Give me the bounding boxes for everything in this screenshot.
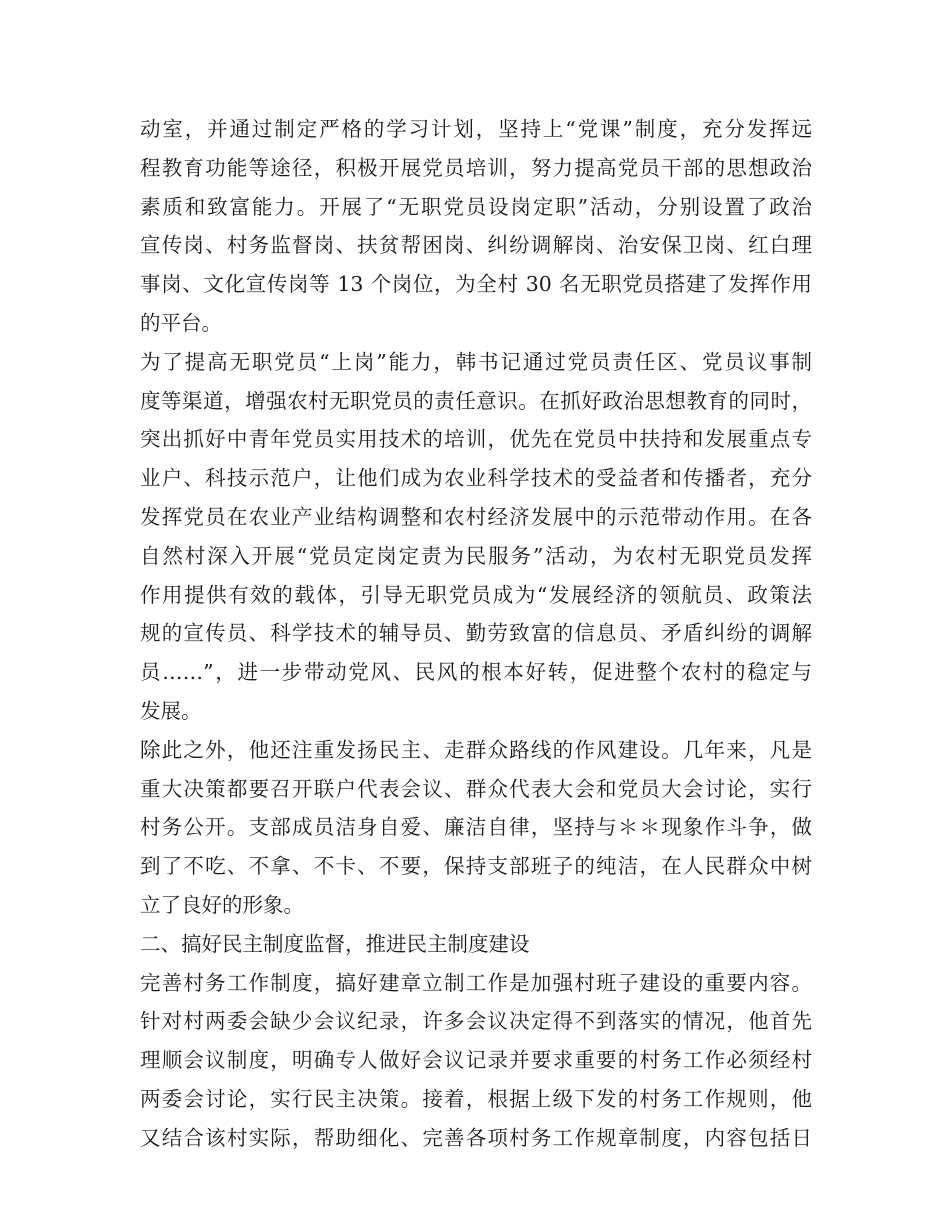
text-line: 理顺会议制度，明确专人做好会议记录并要求重要的村务工作必须经村 xyxy=(140,1048,812,1073)
text-line: 突出抓好中青年党员实用技术的培训，优先在党员中扶持和发展重点专 xyxy=(140,427,812,452)
text-line: 作用提供有效的载体，引导无职党员成为“发展经济的领航员、政策法 xyxy=(140,582,812,607)
text-line: 针对村两委会缺少会议纪录，许多会议决定得不到落实的情况，他首先 xyxy=(140,1009,812,1034)
text-line: 业户、科技示范户，让他们成为农业科学技术的受益者和传播者，充分 xyxy=(140,466,812,491)
text-line: 素质和致富能力。开展了“无职党员设岗定职”活动，分别设置了政治 xyxy=(140,194,812,219)
text-line: 规的宣传员、科学技术的辅导员、勤劳致富的信息员、矛盾纠纷的调解 xyxy=(140,621,812,646)
text-line: 度等渠道，增强农村无职党员的责任意识。在抓好政治思想教育的同时， xyxy=(140,388,812,413)
text-line: 除此之外，他还注重发扬民主、走群众路线的作风建设。几年来，凡是 xyxy=(140,737,812,762)
text-line: 的平台。 xyxy=(140,310,222,335)
document-body xyxy=(140,110,812,1158)
text-line: 发展。 xyxy=(140,698,202,723)
text-line: 二、搞好民主制度监督，推进民主制度建设 xyxy=(140,931,530,956)
text-line: 到了不吃、不拿、不卡、不要，保持支部班子的纯洁，在人民群众中树 xyxy=(140,854,812,879)
text-line: 员……”，进一步带动党风、民风的根本好转，促进整个农村的稳定与 xyxy=(140,660,812,685)
text-line: 动室，并通过制定严格的学习计划，坚持上“党课”制度，充分发挥远 xyxy=(140,117,812,141)
text-line: 立了良好的形象。 xyxy=(140,892,304,917)
text-line: 为了提高无职党员“上岗”能力，韩书记通过党员责任区、党员议事制 xyxy=(140,349,812,374)
text-line: 事岗、文化宣传岗等 13 个岗位，为全村 30 名无职党员搭建了发挥作用 xyxy=(140,272,812,297)
text-line: 完善村务工作制度，搞好建章立制工作是加强村班子建设的重要内容。 xyxy=(140,970,812,995)
text-line: 程教育功能等途径，积极开展党员培训，努力提高党员干部的思想政治 xyxy=(140,155,812,180)
text-line: 村务公开。支部成员洁身自爱、廉洁自律，坚持与＊＊现象作斗争，做 xyxy=(140,815,812,840)
text-line: 自然村深入开展“党员定岗定责为民服务”活动，为农村无职党员发挥 xyxy=(140,543,812,568)
text-line: 又结合该村实际，帮助细化、完善各项村务工作规章制度，内容包括日 xyxy=(140,1125,812,1150)
text-line: 宣传岗、村务监督岗、扶贫帮困岗、纠纷调解岗、治安保卫岗、红白理 xyxy=(140,233,812,258)
text-line: 两委会讨论，实行民主决策。接着，根据上级下发的村务工作规则，他 xyxy=(140,1086,812,1111)
text-line: 重大决策都要召开联户代表会议、群众代表大会和党员大会讨论，实行 xyxy=(140,776,812,801)
text-line: 发挥党员在农业产业结构调整和农村经济发展中的示范带动作用。在各 xyxy=(140,504,812,529)
